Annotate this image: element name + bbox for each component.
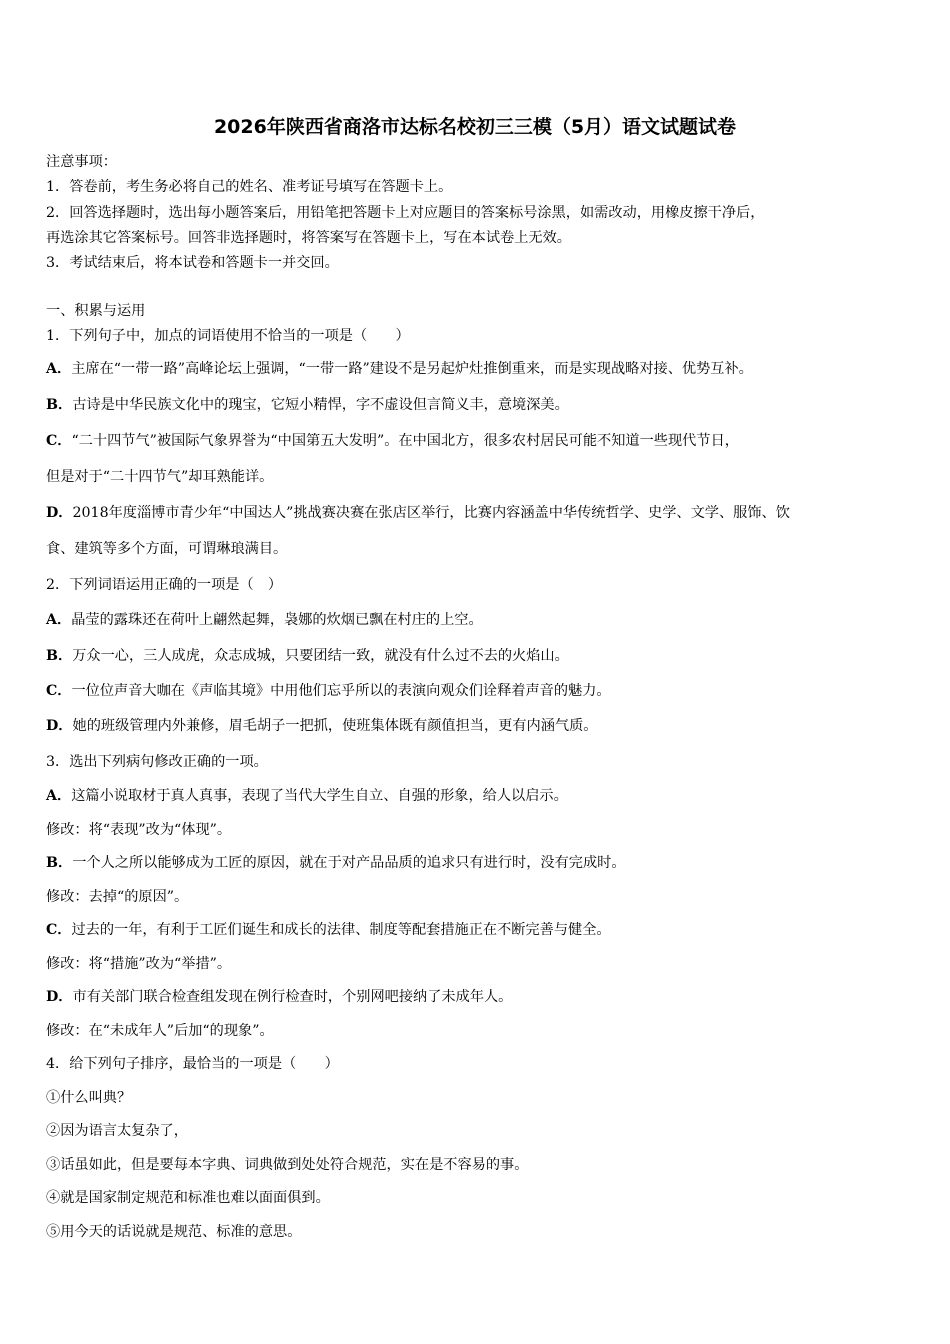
question-stem: 1．下列句子中，加点的词语使用不恰当的一项是（ ） — [46, 328, 410, 344]
notice-item: 3．考试结束后，将本试卷和答题卡一并交回。 — [46, 255, 339, 271]
option-text: 市有关部门联合检查组发现在例行检查时，个别网吧接纳了未成年人。 — [72, 989, 513, 1005]
option-text: 她的班级管理内外兼修，眉毛胡子一把抓，使班集体既有颜值担当，更有内涵气质。 — [72, 718, 598, 734]
option-label: D． — [46, 989, 73, 1005]
option-d — [46, 716, 916, 736]
option-label: C． — [46, 922, 72, 938]
list-item: ③话虽如此，但是要每本字典、词典做到处处符合规范，实在是不容易的事。 — [46, 1157, 529, 1173]
option-fix: 修改：将“表现”改为“体现”。 — [46, 822, 232, 838]
notice-item: 1．答卷前，考生务必将自己的姓名、准考证号填写在答题卡上。 — [46, 179, 453, 195]
option-text: 一个人之所以能够成为工匠的原因，就在于对产品品质的追求只有进行时，没有完成时。 — [72, 855, 626, 871]
option-c — [46, 920, 916, 940]
notice-heading: 注意事项： — [46, 154, 117, 170]
option-d-continued: 食、建筑等多个方面，可谓琳琅满目。 — [46, 541, 288, 557]
option-label: B． — [46, 648, 73, 664]
section-heading: 一、积累与运用 — [46, 303, 146, 319]
option-fix: 修改：去掉“的原因”。 — [46, 889, 189, 905]
list-item: ⑤用今天的话说就是规范、标准的意思。 — [46, 1224, 302, 1240]
notice-item: 再选涂其它答案标号。回答非选择题时，将答案写在答题卡上，写在本试卷上无效。 — [46, 230, 571, 246]
option-c-continued: 但是对于“二十四节气”却耳熟能详。 — [46, 469, 274, 485]
option-fix: 修改：将“措施”改为“举措”。 — [46, 956, 232, 972]
list-item: ①什么叫典？ — [46, 1090, 132, 1106]
notice-item: 2．回答选择题时，选出每小题答案后，用铅笔把答题卡上对应题目的答案标号涂黑，如需改动，用橡皮擦干净后， — [46, 205, 765, 221]
option-label: C． — [46, 683, 72, 699]
option-text: 晶莹的露珠还在荷叶上翩然起舞，袅娜的炊烟已飘在村庄的上空。 — [71, 612, 483, 628]
option-d — [46, 987, 916, 1007]
option-text: 过去的一年，有利于工匠们诞生和成长的法律、制度等配套措施正在不断完善与健全。 — [71, 922, 611, 938]
option-text: 这篇小说取材于真人真事，表现了当代大学生自立、自强的形象，给人以启示。 — [71, 788, 568, 804]
question-stem: 4．给下列句子排序，最恰当的一项是（ ） — [46, 1056, 339, 1072]
option-label: A． — [46, 361, 72, 377]
option-label: A． — [46, 612, 72, 628]
option-label: D． — [46, 718, 73, 734]
option-label: D． — [46, 505, 73, 521]
option-text: 一位位声音大咖在《声临其境》中用他们忘乎所以的表演向观众们诠释着声音的魅力。 — [71, 683, 611, 699]
option-b — [46, 395, 916, 415]
option-text: 2018年度淄博市青少年“中国达人”挑战赛决赛在张店区举行，比赛内容涵盖中华传统哲学、史学、文学、服饰、饮 — [72, 505, 790, 521]
option-label: C． — [46, 433, 72, 449]
option-a — [46, 786, 916, 806]
option-label: A． — [46, 788, 72, 804]
option-text: 万众一心，三人成虎，众志成城，只要团结一致，就没有什么过不去的火焰山。 — [72, 648, 569, 664]
option-text: “二十四节气”被国际气象界誉为“中国第五大发明”。在中国北方，很多农村居民可能不知道一些现代节日， — [71, 433, 739, 449]
option-a — [46, 610, 916, 630]
option-text: 古诗是中华民族文化中的瑰宝，它短小精悍，字不虚设但言简义丰，意境深美。 — [72, 397, 569, 413]
option-d — [46, 503, 916, 523]
option-c — [46, 431, 916, 451]
question-stem: 2．下列词语运用正确的一项是（ ） — [46, 577, 283, 593]
option-c — [46, 681, 916, 701]
option-label: B． — [46, 855, 73, 871]
option-label: B． — [46, 397, 73, 413]
list-item: ②因为语言太复杂了， — [46, 1123, 188, 1139]
question-stem: 3．选出下列病句修改正确的一项。 — [46, 754, 268, 770]
option-fix: 修改：在“未成年人”后加“的现象”。 — [46, 1023, 274, 1039]
list-item: ④就是国家制定规范和标准也难以面面俱到。 — [46, 1190, 330, 1206]
option-b — [46, 853, 916, 873]
option-b — [46, 646, 916, 666]
option-a — [46, 359, 916, 379]
page-title: 2026年陕西省商洛市达标名校初三三模（5月）语文试题试卷 — [213, 116, 737, 138]
option-text: 主席在“一带一路”高峰论坛上强调，“一带一路”建设不是另起炉灶推倒重来，而是实现战略对接、优势互补。 — [71, 361, 753, 377]
